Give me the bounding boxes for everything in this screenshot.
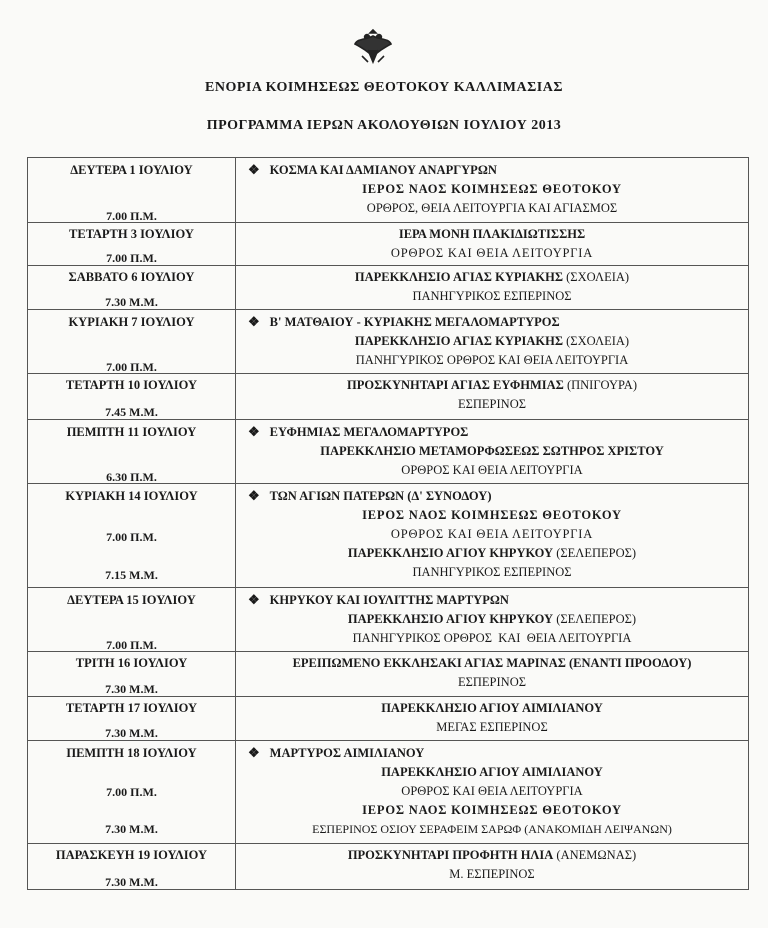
byzantine-eagle-emblem xyxy=(352,26,394,68)
table-row xyxy=(28,158,749,223)
time-label: 7.00 Π.Μ. xyxy=(106,530,157,544)
table-row xyxy=(28,266,749,310)
service-line: ΜΕΓΑΣ ΕΣΠΕΡΙΝΟΣ xyxy=(436,720,548,734)
day-label: ΠΕΜΠΤΗ 18 ΙΟΥΛΙΟΥ xyxy=(66,746,197,760)
day-label: ΤΕΤΑΡΤΗ 3 ΙΟΥΛΙΟΥ xyxy=(69,227,194,241)
place-line: ΠΑΡΕΚΚΛΗΣΙΟ ΑΓΙΟΥ ΚΗΡΥΚΟΥ (ΣΕΛΕΠΕΡΟΣ) xyxy=(347,612,637,626)
time-label: 7.00 Π.Μ. xyxy=(106,209,157,223)
diamond-bullet-icon: ❖ xyxy=(248,592,260,607)
place-line: ΠΑΡΕΚΚΛΗΣΙΟ ΜΕΤΑΜΟΡΦΩΣΕΩΣ ΣΩΤΗΡΟΣ ΧΡΙΣΤΟΥ xyxy=(320,444,664,458)
table-row xyxy=(28,588,749,652)
service-line: ΠΑΝΗΓΥΡΙΚΟΣ ΟΡΘΡΟΣ ΚΑΙ ΘΕΙΑ ΛΕΙΤΟΥΡΓΙΑ xyxy=(355,353,629,367)
time-label: 7.30 Μ.Μ. xyxy=(105,822,158,836)
time-label: 7.00 Π.Μ. xyxy=(106,251,157,265)
place-line: ΕΡΕΙΠΩΜΕΝΟ ΕΚΚΛΗΣΑΚΙ ΑΓΙΑΣ ΜΑΡΙΝΑΣ (ΕΝΑΝΤΙ ΠΡΟΟΔΟΥ) xyxy=(292,656,692,670)
service-line: ΠΑΝΗΓΥΡΙΚΟΣ ΕΣΠΕΡΙΝΟΣ xyxy=(412,289,572,303)
feast-line: ❖ ΤΩΝ ΑΓΙΩΝ ΠΑΤΕΡΩΝ (Δ' ΣΥΝΟΔΟΥ) xyxy=(248,488,492,503)
service-line: ΟΡΘΡΟΣ ΚΑΙ ΘΕΙΑ ΛΕΙΤΟΥΡΓΙΑ xyxy=(390,246,594,260)
day-label: ΠΕΜΠΤΗ 11 ΙΟΥΛΙΟΥ xyxy=(66,425,197,439)
service-line: ΟΡΘΡΟΣ ΚΑΙ ΘΕΙΑ ΛΕΙΤΟΥΡΓΙΑ xyxy=(401,784,583,798)
time-label: 7.15 Μ.Μ. xyxy=(105,568,158,582)
day-label: ΔΕΥΤΕΡΑ 1 ΙΟΥΛΙΟΥ xyxy=(70,163,193,177)
place-line: ΠΑΡΕΚΚΛΗΣΙΟ ΑΓΙΟΥ ΑΙΜΙΛΙΑΝΟΥ xyxy=(381,765,603,779)
table-row xyxy=(28,844,749,890)
service-line: Μ. ΕΣΠΕΡΙΝΟΣ xyxy=(449,867,535,881)
feast-line: ❖ ΚΗΡΥΚΟΥ ΚΑΙ ΙΟΥΛΙΤΤΗΣ ΜΑΡΤΥΡΩΝ xyxy=(248,592,509,607)
service-line: ΠΑΝΗΓΥΡΙΚΟΣ ΟΡΘΡΟΣ ΚΑΙ ΘΕΙΑ ΛΕΙΤΟΥΡΓΙΑ xyxy=(352,631,632,645)
place-line: ΙΕΡΟΣ ΝΑΟΣ ΚΟΙΜΗΣΕΩΣ ΘΕΟΤΟΚΟΥ xyxy=(362,508,622,522)
diamond-bullet-icon: ❖ xyxy=(248,162,260,177)
day-label: ΚΥΡΙΑΚΗ 7 ΙΟΥΛΙΟΥ xyxy=(68,315,195,329)
service-line: ΕΣΠΕΡΙΝΟΣ xyxy=(457,675,527,689)
time-label: 7.30 Μ.Μ. xyxy=(105,875,158,889)
place-line: ΙΕΡΟΣ ΝΑΟΣ ΚΟΙΜΗΣΕΩΣ ΘΕΟΤΟΚΟΥ xyxy=(362,182,622,196)
feast-line: ❖ ΚΟΣΜΑ ΚΑΙ ΔΑΜΙΑΝΟΥ ΑΝΑΡΓΥΡΩΝ xyxy=(248,162,497,177)
parish-title: ΕΝΟΡΙΑ ΚΟΙΜΗΣΕΩΣ ΘΕΟΤΟΚΟΥ ΚΑΛΛΙΜΑΣΙΑΣ xyxy=(205,80,563,95)
place-line: ΠΑΡΕΚΚΛΗΣΙΟ ΑΓΙΑΣ ΚΥΡΙΑΚΗΣ (ΣΧΟΛΕΙΑ) xyxy=(354,334,630,348)
day-label: ΚΥΡΙΑΚΗ 14 ΙΟΥΛΙΟΥ xyxy=(65,489,198,503)
diamond-bullet-icon: ❖ xyxy=(248,424,260,439)
place-line: ΙΕΡΟΣ ΝΑΟΣ ΚΟΙΜΗΣΕΩΣ ΘΕΟΤΟΚΟΥ xyxy=(362,803,622,817)
day-label: ΠΑΡΑΣΚΕΥΗ 19 ΙΟΥΛΙΟΥ xyxy=(55,848,208,862)
table-row xyxy=(28,420,749,484)
diamond-bullet-icon: ❖ xyxy=(248,488,260,503)
day-label: ΤΡΙΤΗ 16 ΙΟΥΛΙΟΥ xyxy=(75,656,188,670)
place-line: ΠΡΟΣΚΥΝΗΤΑΡΙ ΠΡΟΦΗΤΗ ΗΛΙΑ (ΑΝΕΜΩΝΑΣ) xyxy=(347,848,637,862)
feast-line: ❖ ΕΥΦΗΜΙΑΣ ΜΕΓΑΛΟΜΑΡΤΥΡΟΣ xyxy=(248,424,469,439)
service-line: ΟΡΘΡΟΣ, ΘΕΙΑ ΛΕΙΤΟΥΡΓΙΑ ΚΑΙ ΑΓΙΑΣΜΟΣ xyxy=(366,201,618,215)
table-row xyxy=(28,310,749,374)
service-line: ΟΡΘΡΟΣ ΚΑΙ ΘΕΙΑ ΛΕΙΤΟΥΡΓΙΑ xyxy=(401,463,583,477)
place-line: ΙΕΡΑ ΜΟΝΗ ΠΛΑΚΙΔΙΩΤΙΣΣΗΣ xyxy=(398,227,586,241)
day-label: ΤΕΤΑΡΤΗ 17 ΙΟΥΛΙΟΥ xyxy=(65,701,198,715)
place-line: ΠΑΡΕΚΚΛΗΣΙΟ ΑΓΙΟΥ ΚΗΡΥΚΟΥ (ΣΕΛΕΠΕΡΟΣ) xyxy=(347,546,637,560)
service-line: ΟΡΘΡΟΣ ΚΑΙ ΘΕΙΑ ΛΕΙΤΟΥΡΓΙΑ xyxy=(390,527,594,541)
diamond-bullet-icon: ❖ xyxy=(248,314,260,329)
time-label: 7.00 Π.Μ. xyxy=(106,638,157,652)
table-row xyxy=(28,374,749,420)
time-label: 7.00 Π.Μ. xyxy=(106,785,157,799)
table-row xyxy=(28,697,749,741)
day-label: ΔΕΥΤΕΡΑ 15 ΙΟΥΛΙΟΥ xyxy=(67,593,196,607)
time-label: 6.30 Π.Μ. xyxy=(106,470,157,484)
time-label: 7.30 Μ.Μ. xyxy=(105,726,158,740)
feast-line: ❖ Β' ΜΑΤΘΑΙΟΥ - ΚΥΡΙΑΚΗΣ ΜΕΓΑΛΟΜΑΡΤΥΡΟΣ xyxy=(248,314,560,329)
place-line: ΠΡΟΣΚΥΝΗΤΑΡΙ ΑΓΙΑΣ ΕΥΦΗΜΙΑΣ (ΠΝΙΓΟΥΡΑ) xyxy=(347,378,637,392)
program-title: ΠΡΟΓΡΑΜΜΑ ΙΕΡΩΝ ΑΚΟΛΟΥΘΙΩΝ ΙΟΥΛΙΟΥ 2013 xyxy=(206,118,562,133)
place-line: ΠΑΡΕΚΚΛΗΣΙΟ ΑΓΙΑΣ ΚΥΡΙΑΚΗΣ (ΣΧΟΛΕΙΑ) xyxy=(354,270,630,284)
day-label: ΣΑΒΒΑΤΟ 6 ΙΟΥΛΙΟΥ xyxy=(68,270,195,284)
service-line: ΕΣΠΕΡΙΝΟΣ xyxy=(457,397,527,411)
time-label: 7.30 Μ.Μ. xyxy=(105,682,158,696)
time-label: 7.00 Π.Μ. xyxy=(106,360,157,374)
table-row xyxy=(28,741,749,844)
table-row xyxy=(28,652,749,697)
diamond-bullet-icon: ❖ xyxy=(248,745,260,760)
time-label: 7.45 Μ.Μ. xyxy=(105,405,158,419)
schedule-table xyxy=(27,157,749,890)
table-row xyxy=(28,223,749,266)
time-label: 7.30 Μ.Μ. xyxy=(105,295,158,309)
service-line: ΕΣΠΕΡΙΝΟΣ ΟΣΙΟΥ ΣΕΡΑΦΕΙΜ ΣΑΡΩΦ (ΑΝΑΚΟΜΙΔΗ ΛΕΙΨΑΝΩΝ) xyxy=(312,822,672,836)
place-line: ΠΑΡΕΚΚΛΗΣΙΟ ΑΓΙΟΥ ΑΙΜΙΛΙΑΝΟΥ xyxy=(381,701,603,715)
service-line: ΠΑΝΗΓΥΡΙΚΟΣ ΕΣΠΕΡΙΝΟΣ xyxy=(412,565,572,579)
table-row xyxy=(28,484,749,588)
day-label: ΤΕΤΑΡΤΗ 10 ΙΟΥΛΙΟΥ xyxy=(65,378,198,392)
feast-line: ❖ ΜΑΡΤΥΡΟΣ ΑΙΜΙΛΙΑΝΟΥ xyxy=(248,745,425,760)
